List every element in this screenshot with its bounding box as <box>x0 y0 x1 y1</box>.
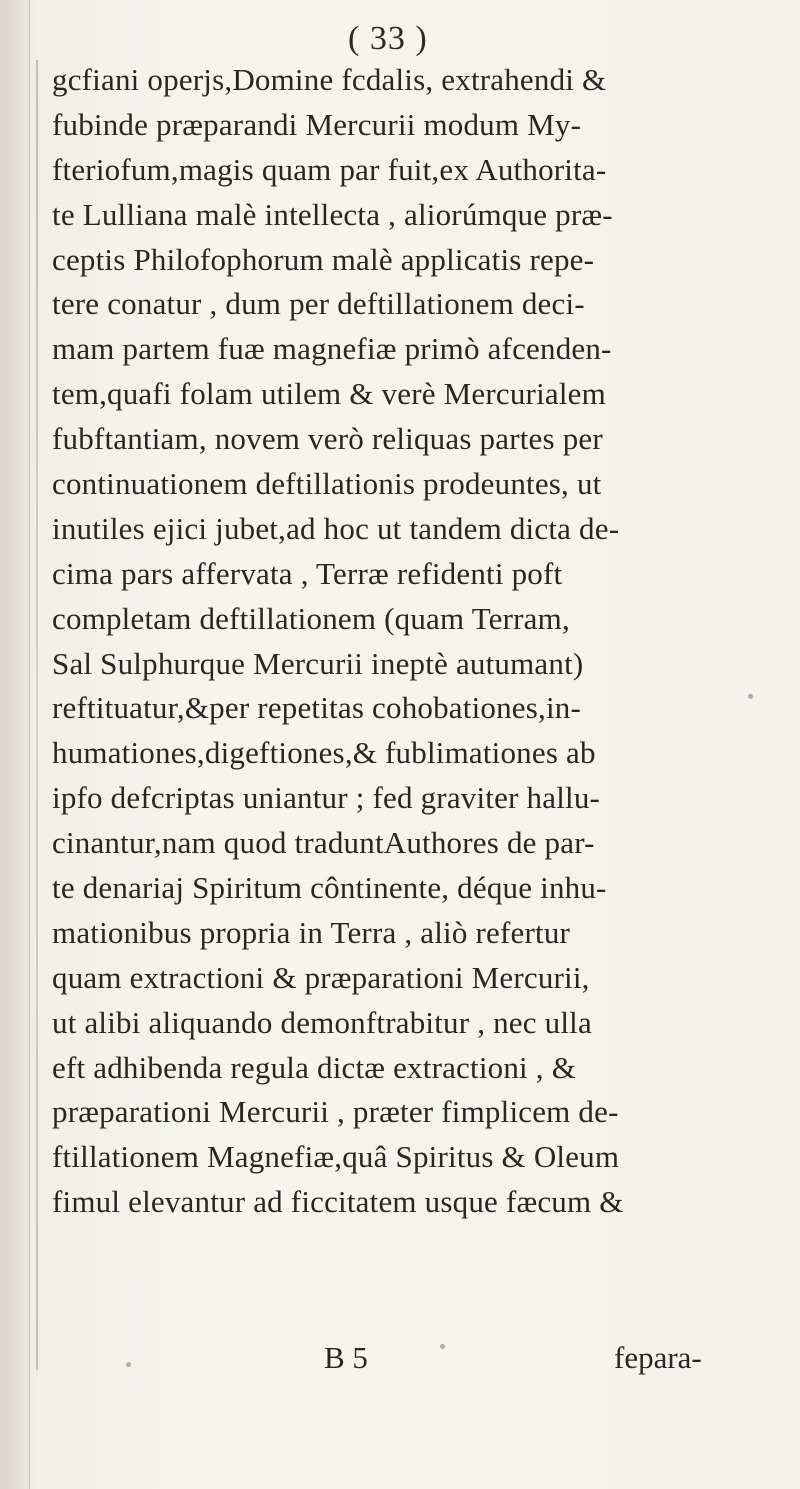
text-line: eft adhibenda regula dictæ extractioni , & <box>52 1049 577 1085</box>
ink-speck <box>440 1344 445 1349</box>
text-line: completam deftillationem (quam Terram, <box>52 600 570 636</box>
text-line: quam extractioni & præparationi Mercurii, <box>52 959 590 995</box>
text-line: humationes,digeftiones,& fublimationes ab <box>52 735 596 771</box>
text-line: gcfiani operjs,Domine fcdalis, extrahendi & <box>52 62 607 97</box>
text-line: Sal Sulphurque Mercurii ineptè autumant) <box>52 645 584 681</box>
text-line: ipfo defcriptas uniantur ; fed graviter hallu- <box>52 780 601 816</box>
text-line: reftituatur,&per repetitas cohobationes,in- <box>52 690 582 726</box>
ink-speck <box>126 1362 131 1367</box>
text-line: præparationi Mercurii , præter fimplicem de- <box>52 1094 619 1130</box>
text-line: fubftantiam, novem verò reliquas partes per <box>52 421 603 457</box>
text-line: inutiles ejici jubet,ad hoc ut tandem dicta de- <box>52 510 620 546</box>
text-line: tere conatur , dum per deftillationem deci- <box>52 286 585 322</box>
text-line: cima pars affervata , Terræ refidenti poft <box>52 555 563 591</box>
text-line: tem,quafi folam utilem & verè Mercurialem <box>52 376 606 412</box>
text-line: mam partem fuæ magnefiæ primò afcenden- <box>52 331 612 367</box>
page-footer <box>52 1340 772 1385</box>
ink-speck <box>748 694 753 699</box>
text-line: fubinde præparandi Mercurii modum My- <box>52 106 582 142</box>
text-line: fteriofum,magis quam par fuit,ex Authorita- <box>52 151 607 187</box>
text-line: te denariaj Spiritum côntinente, déque inhu- <box>52 870 607 906</box>
binding-gutter <box>0 0 30 1489</box>
text-line: fimul elevantur ad ficcitatem usque fæcum & <box>52 1184 624 1220</box>
text-line: cinantur,nam quod traduntAuthores de par- <box>52 825 595 861</box>
signature-mark: B 5 <box>324 1340 368 1375</box>
body-text <box>52 58 772 1225</box>
catchword: fepara- <box>614 1340 702 1375</box>
page-number: ( 33 ) <box>348 20 428 57</box>
gutter-edge <box>29 0 30 1489</box>
margin-rule <box>36 60 38 1370</box>
text-line: ftillationem Magnefiæ,quâ Spiritus & Oleum <box>52 1139 620 1175</box>
text-line: mationibus propria in Terra , aliò refertur <box>52 914 571 950</box>
text-line: ut alibi aliquando demonftrabitur , nec ulla <box>52 1004 592 1040</box>
text-line: ceptis Philofophorum malè applicatis repe- <box>52 241 595 277</box>
text-line: continuationem deftillationis prodeuntes, ut <box>52 466 602 502</box>
text-line: te Lulliana malè intellecta , aliorúmque præ- <box>52 196 613 232</box>
